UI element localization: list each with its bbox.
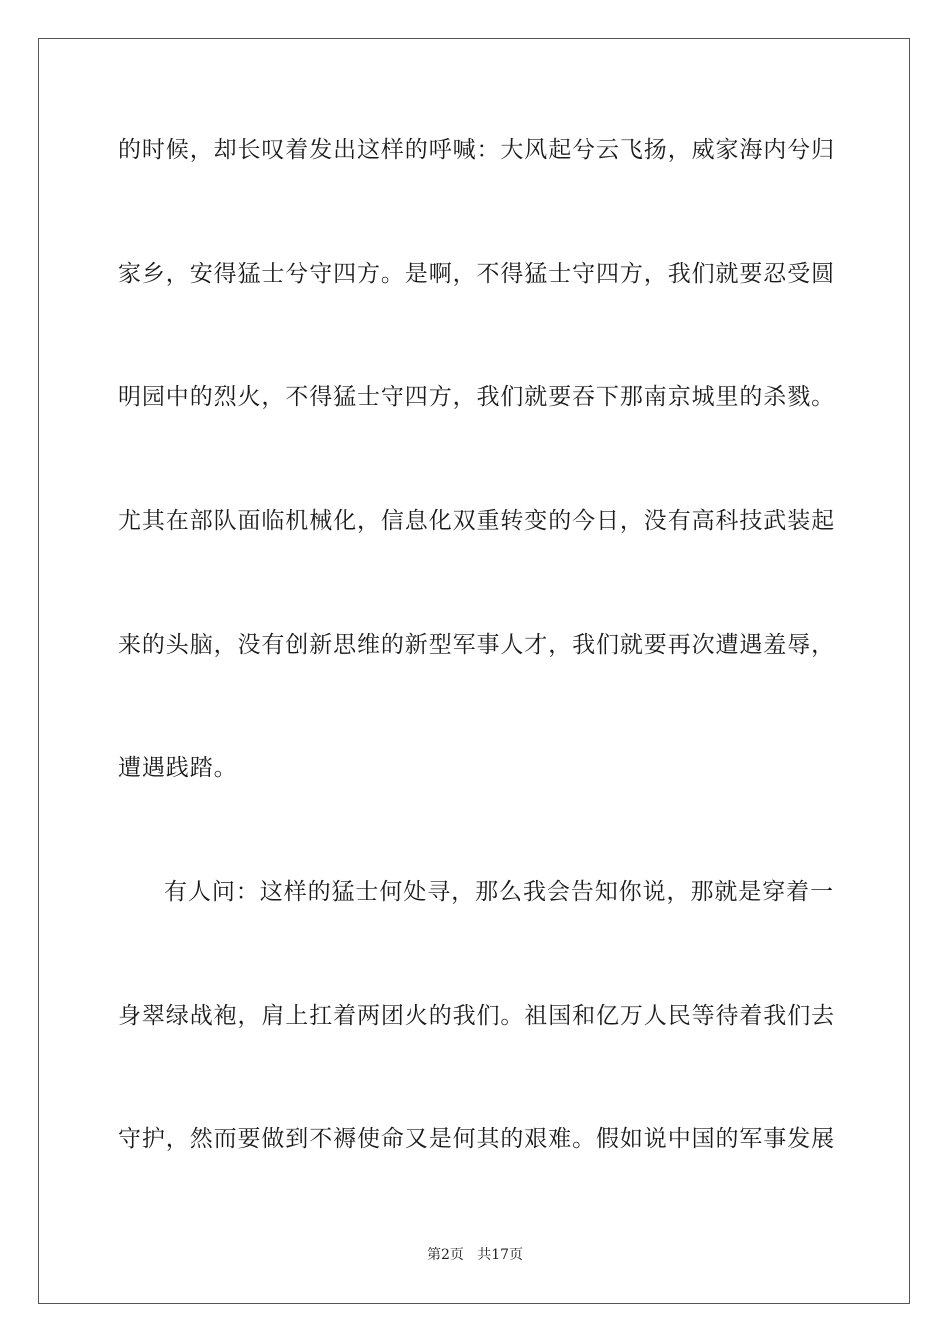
body-text-line-5: 来的头脑，没有创新思维的新型军事人才，我们就要再次遭遇羞辱， [118, 632, 835, 658]
page-border [38, 38, 910, 1304]
body-text-line-4: 尤其在部队面临机械化，信息化双重转变的今日，没有高科技武装起 [118, 508, 835, 534]
body-text-line-2: 家乡，安得猛士兮守四方。是啊，不得猛士守四方，我们就要忍受圆 [118, 261, 835, 287]
page-number-footer: 第2页 共17页 [426, 1247, 524, 1263]
body-text-line-3: 明园中的烈火，不得猛士守四方，我们就要吞下那南京城里的杀戮。 [118, 384, 835, 410]
body-text-line-7-paragraph-start: 有人问：这样的猛士何处寻，那么我会告知你说，那就是穿着一 [164, 879, 834, 905]
body-text-line-6: 遭遇践踏。 [118, 755, 238, 781]
body-text-line-9: 守护，然而要做到不褥使命又是何其的艰难。假如说中国的军事发展 [118, 1126, 835, 1152]
body-text-line-1: 的时候，却长叹着发出这样的呼喊：大风起兮云飞扬，威家海内兮归 [118, 137, 835, 163]
body-text-line-8: 身翠绿战袍，肩上扛着两团火的我们。祖国和亿万人民等待着我们去 [118, 1003, 835, 1029]
